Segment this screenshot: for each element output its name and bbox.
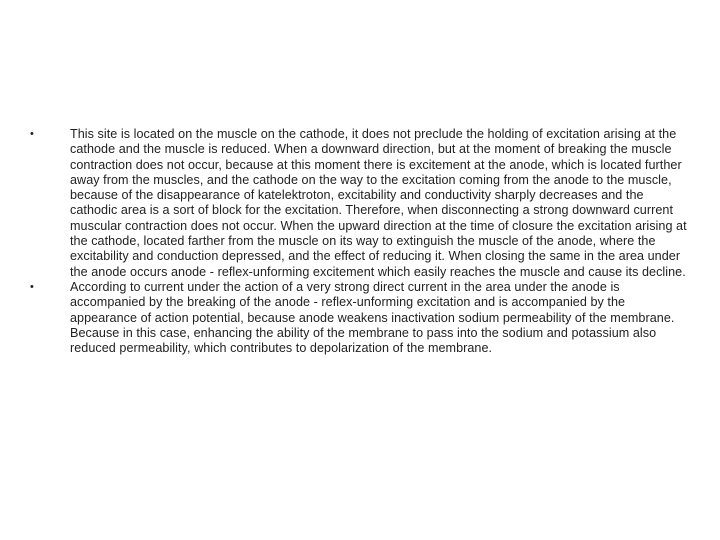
bullet-marker: • bbox=[30, 128, 34, 140]
bullet-text: This site is located on the muscle on the cathode, it does not preclude the holding of excitation arising at the cathode and the muscle is reduced. When a downward direction, but at the moment of breaking the muscle contraction does not occur, because at this moment there is excitement at the anode, which is located further away from the muscles, and the cathode on the way to the excitation coming from the anode to the muscle, because of the disappearance of katelektroton, excitability and conductivity sharply decreases and the cathodic area is a sort of block for the excitation. Therefore, when disconnecting a strong downward current muscular contraction does not occur. When the upward direction at the time of closure the excitation arising at the cathode, located farther from the muscle on its way to extinguish the muscle of the anode, where the excitability and conduction depressed, and the effect of reducing it. When closing the same in the area under the anode occurs anode - reflex-unforming excitement which easily reaches the muscle and cause its decline. bbox=[70, 127, 687, 279]
bullet-item-2 bbox=[28, 280, 688, 356]
bullet-marker: • bbox=[30, 280, 34, 293]
bullet-list bbox=[28, 127, 688, 356]
bullet-item-1 bbox=[28, 127, 688, 280]
bullet-text: According to current under the action of a very strong direct current in the area under the anode is accompanied by the breaking of the anode - reflex-unforming excitation and is accompanied by the appearance of action potential, because anode weakens inactivation sodium permeability of the membrane. Because in this case, enhancing the ability of the membrane to pass into the sodium and potassium also reduced permeability, which contributes to depolarization of the membrane. bbox=[70, 279, 675, 356]
